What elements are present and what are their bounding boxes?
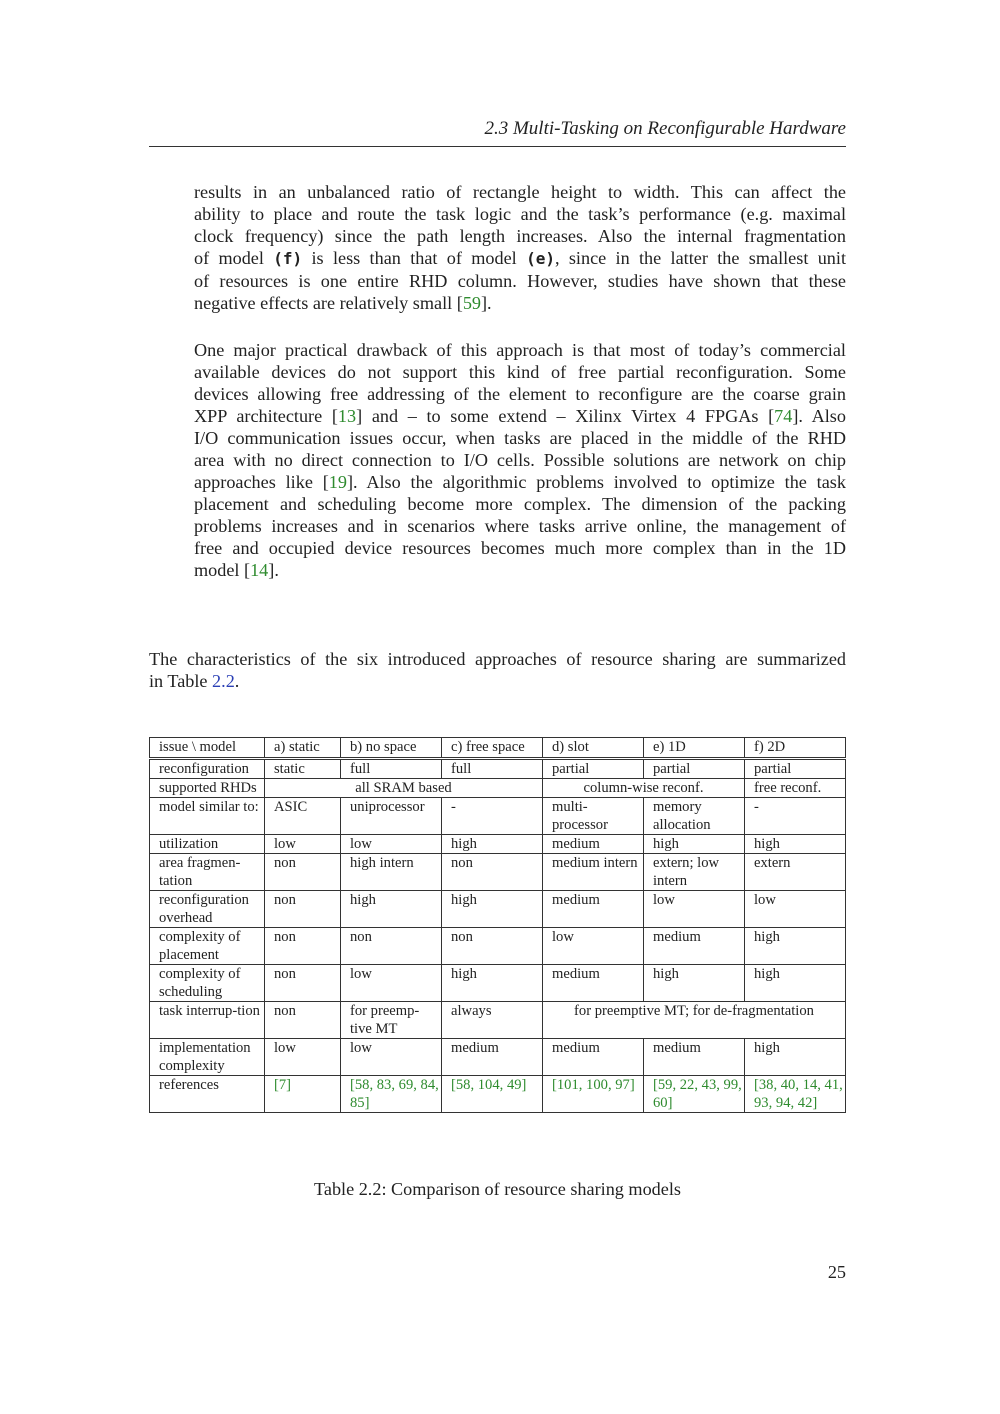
text-line: free and occupied device resources becomes much more complex than in the 1D [194,538,846,558]
table-header-cell: e) 1D [644,738,745,759]
table-row [150,1002,846,1039]
citation-cell[interactable]: [58, 83, 69, 84, 85] [341,1076,442,1113]
table-cell: full [442,759,543,779]
citation-cell[interactable]: [58, 104, 49] [442,1076,543,1113]
table-cell: non [265,965,341,1002]
table-cell: high [442,891,543,928]
text-line: results in an unbalanced ratio of rectangle height to width. This can affect the [194,182,846,202]
text-line: devices allowing free addressing of the element to reconfigure are the coarse grain [194,384,846,404]
table-cell: non [265,891,341,928]
table-cell: ASIC [265,798,341,835]
table-header-cell: d) slot [543,738,644,759]
table-cell: - [745,798,846,835]
citation-cell[interactable]: [7] [265,1076,341,1113]
table-cell: - [442,798,543,835]
table-header-cell: a) static [265,738,341,759]
table-cell: model similar to: [150,798,265,835]
text-line: One major practical drawback of this approach is that most of today’s commercial [194,340,846,360]
table-cell: low [543,928,644,965]
citation-link[interactable]: 14 [250,560,269,580]
table-cell: medium [543,965,644,1002]
table-cell: implementation complexity [150,1039,265,1076]
paragraph-2 [194,339,846,581]
text-line: model [14]. [194,560,279,580]
table-cell: extern; low intern [644,854,745,891]
table-cell: high [745,1039,846,1076]
text-line: placement and scheduling become more complex. The dimension of the packing [194,494,846,514]
table-cell: high [745,965,846,1002]
table-cell: low [265,835,341,854]
text-line: clock frequency) since the path length increases. Also the internal fragmentation [194,226,846,246]
table-cell: column-wise reconf. [543,779,745,798]
table-cell: low [745,891,846,928]
table-cell: low [265,1039,341,1076]
table-header-cell: issue \ model [150,738,265,759]
comparison-table [149,737,846,1113]
running-header: 2.3 Multi-Tasking on Reconfigurable Hardware [149,118,846,147]
table-ref-link[interactable]: 2.2 [212,671,235,691]
table-cell: complexity of scheduling [150,965,265,1002]
table-row [150,759,846,779]
table-header-row [150,738,846,759]
table-cell: non [442,928,543,965]
text-line: of resources is one entire RHD column. However, studies have shown that these [194,271,846,291]
table-cell: free reconf. [745,779,846,798]
table-cell: supported RHDs [150,779,265,798]
table-cell: high [644,965,745,1002]
table-row [150,891,846,928]
paragraph-1 [194,181,846,314]
table-cell: utilization [150,835,265,854]
table-cell: reconfiguration overhead [150,891,265,928]
table-cell: partial [543,759,644,779]
table-cell: non [265,928,341,965]
table-cell: high intern [341,854,442,891]
table-header-cell: b) no space [341,738,442,759]
table-cell: references [150,1076,265,1113]
table-cell: high [341,891,442,928]
table-cell: low [644,891,745,928]
citation-link[interactable]: 19 [328,472,347,492]
table-cell: medium [644,928,745,965]
table-row [150,779,846,798]
table-cell: non [265,854,341,891]
table-cell: complexity of placement [150,928,265,965]
table-cell: always [442,1002,543,1039]
table-header-cell: f) 2D [745,738,846,759]
table-cell: memory allocation [644,798,745,835]
table-cell: high [442,965,543,1002]
table-cell: partial [644,759,745,779]
table-row [150,1076,846,1113]
text-line: I/O communication issues occur, when tasks are placed in the middle of the RHD [194,428,846,448]
table-cell: extern [745,854,846,891]
table-cell: high [442,835,543,854]
table-cell: for preemp-tive MT [341,1002,442,1039]
table-cell: medium [442,1039,543,1076]
text-line: ability to place and route the task logic and the task’s performance (e.g. maximal [194,204,846,224]
table-row [150,1039,846,1076]
table-cell: static [265,759,341,779]
table-cell: high [745,928,846,965]
table-cell: for preemptive MT; for de-fragmentation [543,1002,846,1039]
citation-cell[interactable]: [59, 22, 43, 99, 60] [644,1076,745,1113]
citation-link[interactable]: 13 [337,406,357,426]
table-cell: non [442,854,543,891]
text-line: negative effects are relatively small [59]. [194,293,492,313]
text-line: available devices do not support this kind of free partial reconfiguration. Some [194,362,846,382]
paragraph-3 [149,648,846,692]
table-row [150,928,846,965]
text-line: XPP architecture [13] and – to some extend – Xilinx Virtex 4 FPGAs [74]. Also [194,406,846,426]
table-cell: medium intern [543,854,644,891]
table-cell: task interrup-tion [150,1002,265,1039]
table-cell: all SRAM based [265,779,543,798]
table-cell: medium [543,891,644,928]
text-line: in Table 2.2. [149,671,240,691]
table-row [150,854,846,891]
citation-link[interactable]: 74 [774,406,793,426]
table-row [150,835,846,854]
citation-link[interactable]: 59 [462,293,481,313]
table-cell: low [341,835,442,854]
table-cell: low [341,1039,442,1076]
table-cell: medium [644,1039,745,1076]
page-number: 25 [827,1262,846,1282]
table-caption: Table 2.2: Comparison of resource sharing models [314,1179,681,1199]
table-cell: area fragmen-tation [150,854,265,891]
table-cell: medium [543,1039,644,1076]
table-row [150,965,846,1002]
text-line: approaches like [19]. Also the algorithmic problems involved to optimize the task [194,472,846,492]
citation-cell[interactable]: [101, 100, 97] [543,1076,644,1113]
table-cell: multi-processor [543,798,644,835]
table-header-cell: c) free space [442,738,543,759]
table-cell: low [341,965,442,1002]
text-line: problems increases and in scenarios where tasks arrive online, the management of [194,516,846,536]
text-line: The characteristics of the six introduced approaches of resource sharing are summarized [149,649,846,669]
text-line: of model (f) is less than that of model (e), since in the latter the smallest unit [194,248,847,268]
table-row [150,798,846,835]
table-cell: reconfiguration [150,759,265,779]
table-cell: medium [543,835,644,854]
table-cell: high [745,835,846,854]
text-line: area with no direct connection to I/O cells. Possible solutions are network on chip [194,450,846,470]
citation-cell[interactable]: [38, 40, 14, 41, 93, 94, 42] [745,1076,846,1113]
table-cell: full [341,759,442,779]
table-cell: non [341,928,442,965]
table-cell: non [265,1002,341,1039]
table-cell: partial [745,759,846,779]
table-cell: high [644,835,745,854]
table-cell: uniprocessor [341,798,442,835]
